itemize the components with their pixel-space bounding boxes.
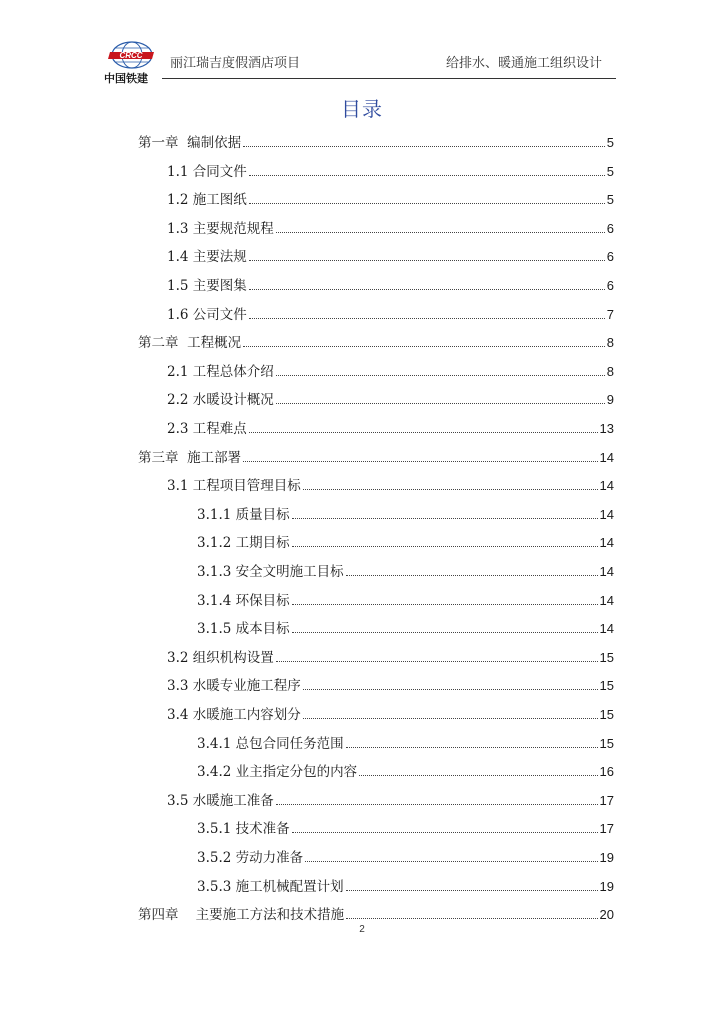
toc-entry-label: 3.5.3 施工机械配置计划	[197, 878, 344, 895]
toc-entry-page: 6	[606, 220, 614, 236]
toc-entry[interactable]	[167, 245, 614, 265]
toc-entry-label: 1.2 施工图纸	[167, 192, 247, 209]
toc-entry-page: 16	[599, 764, 614, 780]
toc-entry-page: 6	[606, 278, 614, 293]
toc-leader-dots	[292, 632, 598, 633]
toc-entry-label: 第四章 主要施工方法和技术措施	[138, 907, 345, 924]
toc-entry[interactable]	[197, 846, 614, 866]
toc-entry-page: 8	[606, 363, 614, 379]
toc-leader-dots	[292, 604, 598, 605]
toc-entry[interactable]	[138, 903, 614, 923]
page-number: 2	[359, 924, 365, 935]
toc-entry-label: 3.1.5 成本目标	[197, 621, 290, 638]
toc-entry-label: 3.1.2 工期目标	[197, 535, 290, 552]
toc-entry-page: 6	[606, 249, 614, 265]
toc-entry[interactable]	[167, 360, 614, 380]
toc-leader-dots	[276, 804, 598, 805]
toc-entry-page: 13	[599, 421, 614, 436]
toc-entry-label: 2.2 水暖设计概况	[167, 392, 274, 409]
toc-entry[interactable]	[167, 217, 614, 237]
toc-entry-page: 5	[606, 163, 614, 179]
toc-entry[interactable]	[197, 875, 614, 895]
toc-entry-label: 3.5.2 劳动力准备	[197, 850, 304, 866]
toc-leader-dots	[346, 918, 597, 919]
toc-leader-dots	[303, 718, 598, 719]
toc-entry-page: 14	[599, 449, 614, 465]
toc-entry-label: 3.1.3 安全文明施工目标	[197, 564, 344, 580]
toc-entry-label: 1.6 公司文件	[167, 306, 247, 323]
toc-entry-page: 5	[606, 135, 614, 150]
toc-leader-dots	[249, 318, 605, 319]
toc-leader-dots	[346, 575, 598, 576]
toc-entry-label: 3.4 水暖施工内容划分	[167, 707, 301, 723]
toc-entry-label: 3.5.1 技术准备	[197, 821, 290, 838]
toc-entry-page: 15	[599, 707, 614, 722]
logo-text: 中国铁建	[104, 72, 148, 85]
toc-leader-dots	[292, 518, 598, 519]
toc-entry-label: 2.3 工程难点	[167, 421, 247, 437]
toc-entry-page: 14	[599, 592, 614, 608]
toc-entry-page: 19	[599, 850, 614, 865]
toc-entry-page: 5	[606, 192, 614, 208]
toc-entry-label: 2.1 工程总体介绍	[167, 363, 274, 380]
toc-leader-dots	[249, 203, 605, 204]
toc-entry[interactable]	[167, 646, 614, 666]
toc-entry-page: 14	[599, 478, 614, 494]
toc-entry-page: 9	[606, 392, 614, 408]
toc-entry-label: 3.2 组织机构设置	[167, 649, 274, 666]
toc-entry-label: 1.4 主要法规	[167, 249, 247, 266]
toc-leader-dots	[303, 689, 598, 690]
toc-entry-label: 1.1 合同文件	[167, 163, 247, 180]
toc-leader-dots	[276, 232, 605, 233]
toc-entry-label: 第三章 施工部署	[138, 449, 242, 466]
toc-entry-page: 15	[599, 678, 614, 694]
toc-entry[interactable]	[197, 589, 614, 609]
toc-entry-label: 1.3 主要规范规程	[167, 220, 274, 237]
toc-entry-page: 17	[599, 821, 614, 837]
toc-leader-dots	[249, 260, 605, 261]
toc-leader-dots	[249, 432, 598, 433]
toc-entry[interactable]	[138, 131, 614, 151]
toc-leader-dots	[249, 175, 605, 176]
toc-entry[interactable]	[197, 531, 614, 551]
toc-leader-dots	[243, 461, 597, 462]
toc-leader-dots	[303, 489, 598, 490]
toc-entry-page: 19	[599, 878, 614, 894]
toc-entry[interactable]	[197, 817, 614, 837]
toc-entry-page: 14	[599, 535, 614, 551]
toc-entry[interactable]	[197, 503, 614, 523]
toc-entry[interactable]	[167, 188, 614, 208]
toc-entry-label: 3.1.1 质量目标	[197, 506, 290, 523]
toc-entry[interactable]	[167, 303, 614, 323]
toc-leader-dots	[276, 403, 605, 404]
toc-entry[interactable]	[167, 789, 614, 809]
toc-leader-dots	[292, 832, 598, 833]
toc-entry[interactable]	[167, 417, 614, 437]
document-name: 给排水、暖通施工组织设计	[445, 56, 602, 71]
toc-title: 目录	[341, 97, 383, 121]
toc-leader-dots	[305, 861, 597, 862]
toc-entry-label: 3.4.2 业主指定分包的内容	[197, 764, 358, 781]
toc-entry[interactable]	[167, 674, 614, 694]
toc-entry-page: 15	[599, 649, 614, 665]
toc-entry-page: 14	[599, 506, 614, 522]
toc-entry[interactable]	[197, 732, 614, 752]
toc-entry-page: 15	[599, 735, 614, 751]
toc-entry[interactable]	[167, 274, 614, 294]
toc-entry-page: 20	[599, 907, 614, 923]
toc-entry-label: 第二章 工程概况	[138, 335, 242, 352]
toc-entry-label: 3.4.1 总包合同任务范围	[197, 735, 344, 752]
toc-leader-dots	[346, 890, 598, 891]
toc-entry[interactable]	[197, 617, 614, 637]
toc-leader-dots	[359, 775, 597, 776]
toc-entry[interactable]	[197, 560, 614, 580]
toc-entry-label: 3.3 水暖专业施工程序	[167, 678, 301, 695]
toc-entry[interactable]	[167, 160, 614, 180]
toc-entry-page: 7	[606, 306, 614, 322]
toc-entry[interactable]	[197, 760, 614, 780]
toc-leader-dots	[276, 375, 605, 376]
toc-entry-page: 14	[599, 564, 614, 579]
toc-entry-label: 3.1 工程项目管理目标	[167, 478, 301, 495]
toc-leader-dots	[292, 546, 598, 547]
toc-entry-page: 14	[599, 621, 614, 637]
toc-entry-label: 第一章 编制依据	[138, 135, 242, 151]
toc-entry[interactable]	[138, 446, 614, 466]
toc-entry-page: 17	[599, 792, 614, 808]
toc-leader-dots	[346, 747, 598, 748]
toc-leader-dots	[249, 289, 605, 290]
toc-leader-dots	[243, 146, 605, 147]
toc-entry[interactable]	[167, 474, 614, 494]
toc-leader-dots	[276, 661, 598, 662]
toc-entry-label: 3.1.4 环保目标	[197, 592, 290, 609]
toc-entry-page: 8	[606, 335, 614, 351]
toc-entry[interactable]	[167, 703, 614, 723]
toc-entry[interactable]	[167, 388, 614, 408]
toc-entry-label: 1.5 主要图集	[167, 278, 247, 294]
svg-text:CRCC: CRCC	[119, 51, 143, 60]
toc-entry[interactable]	[138, 331, 614, 351]
toc-leader-dots	[243, 346, 605, 347]
toc-entry-label: 3.5 水暖施工准备	[167, 792, 274, 809]
project-name: 丽江瑞吉度假酒店项目	[170, 56, 301, 71]
